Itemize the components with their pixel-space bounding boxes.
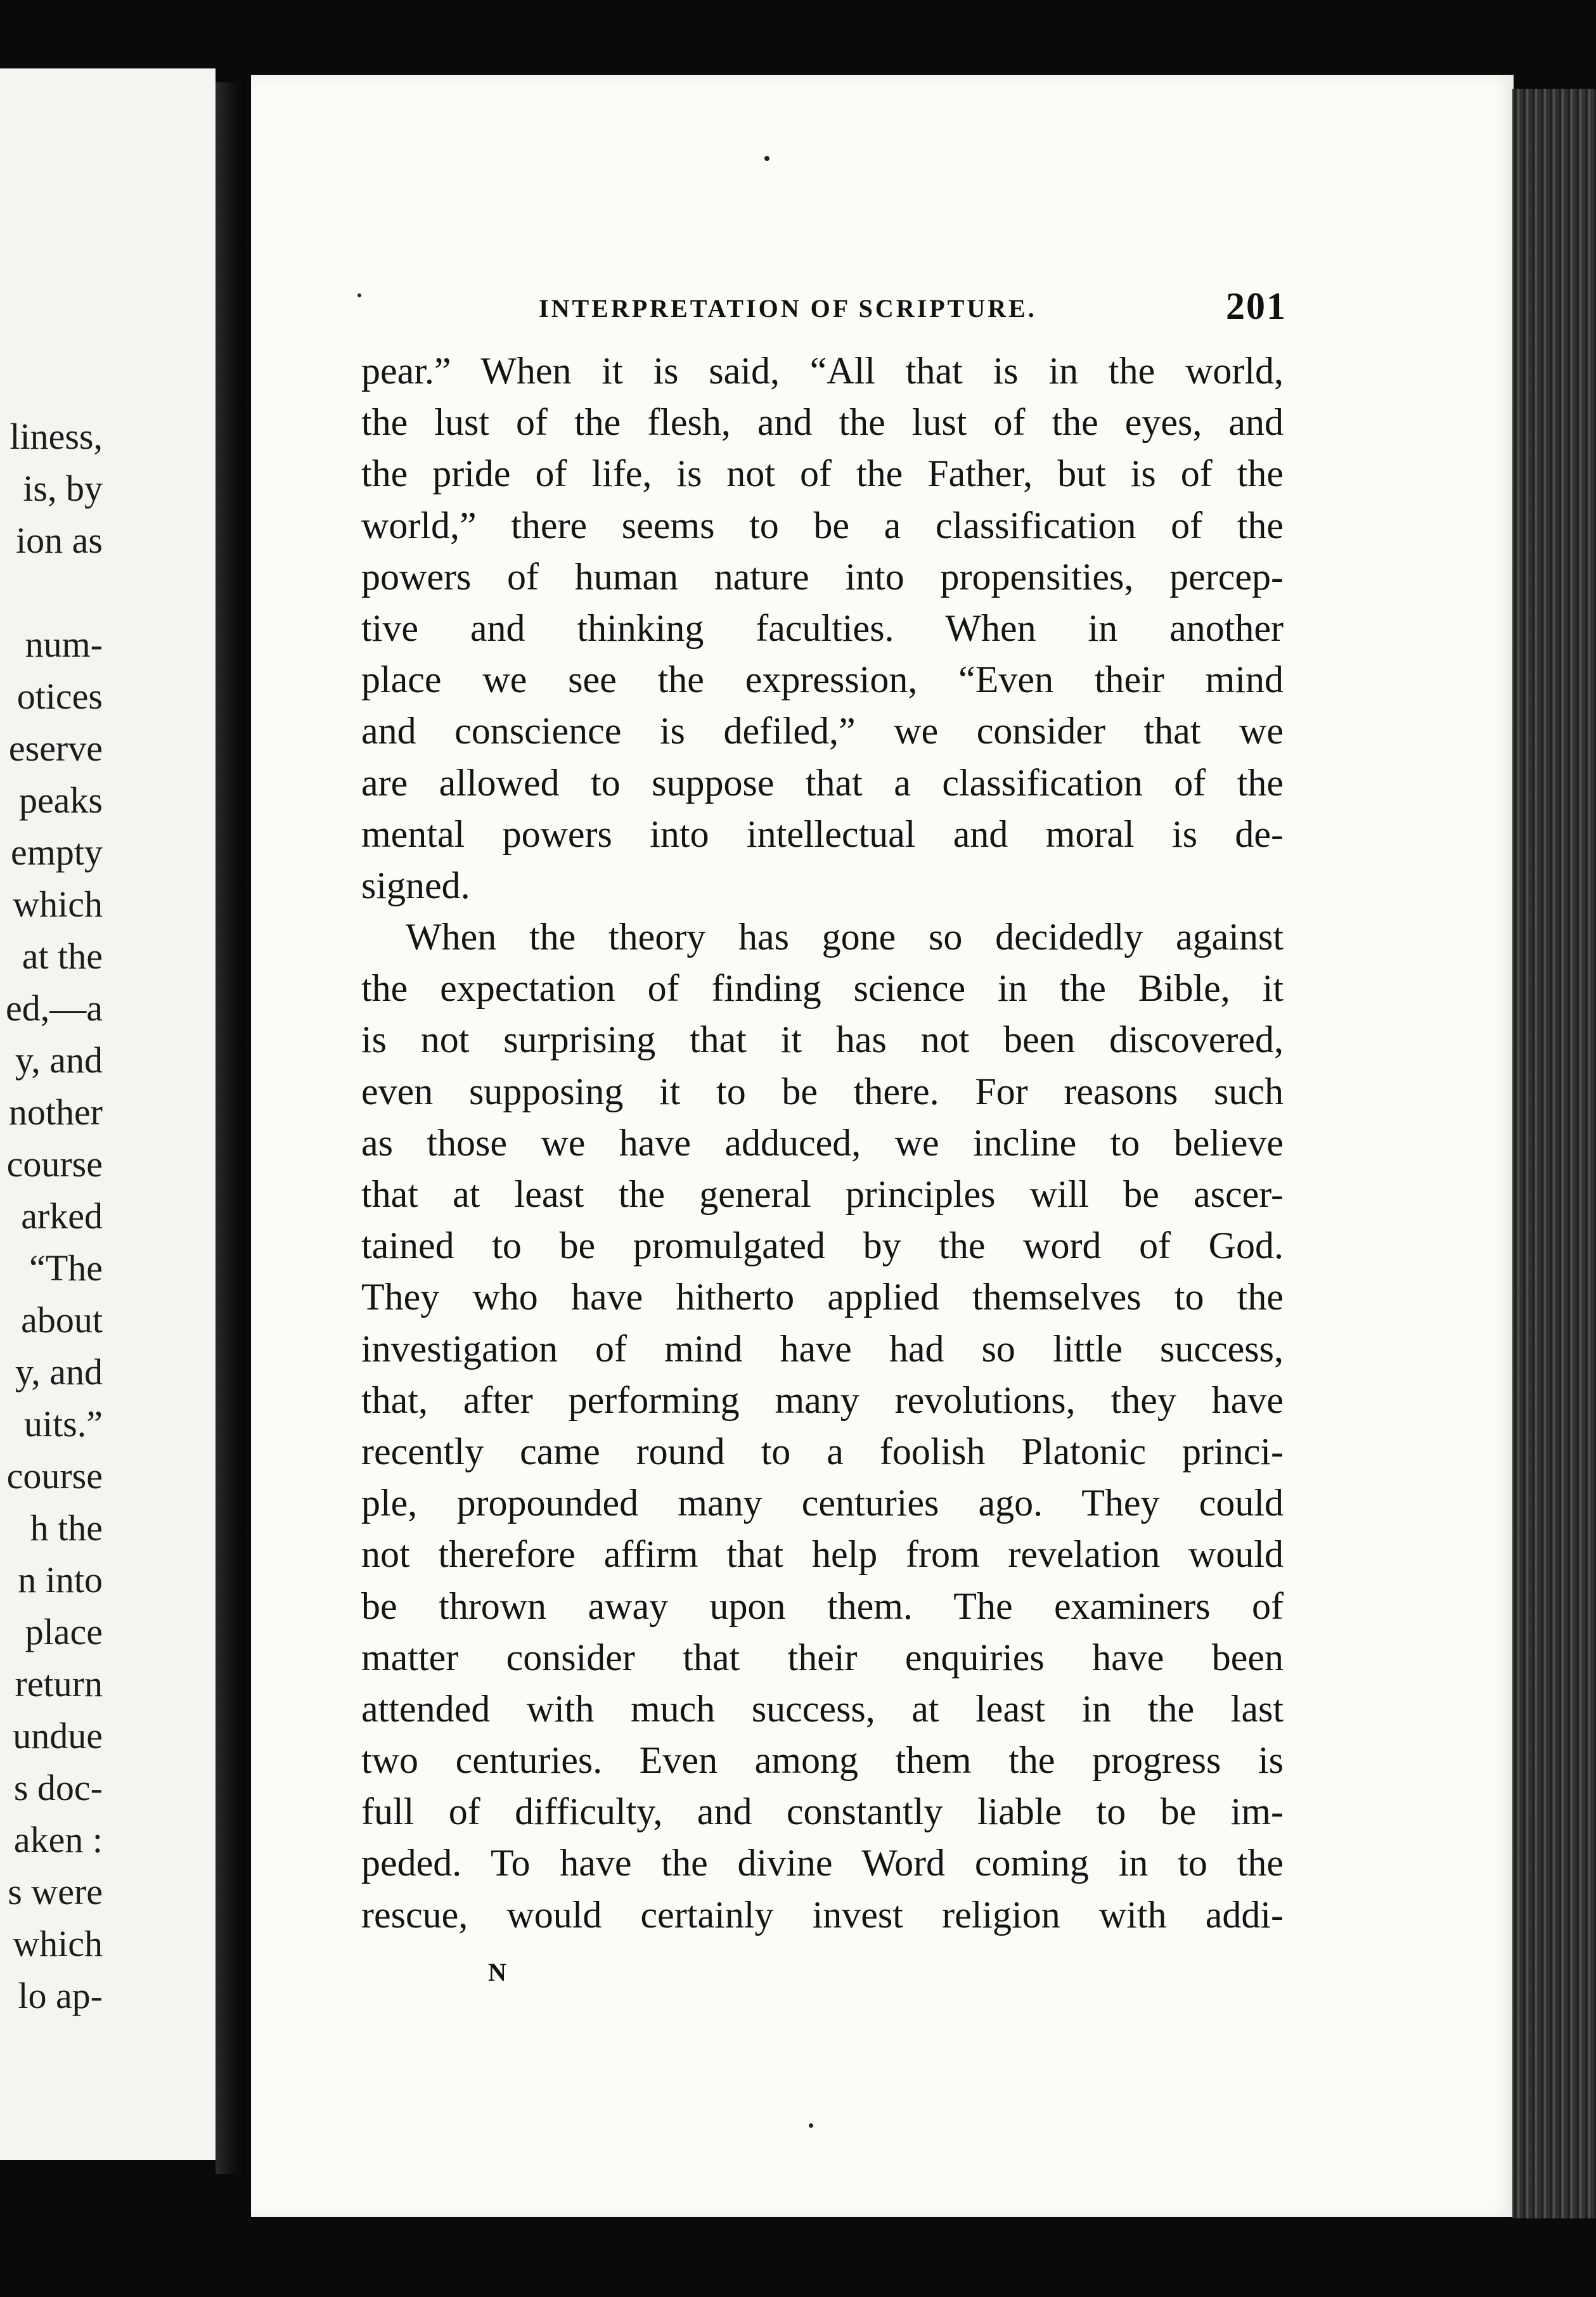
text-line: investigation of mind have had so little success,: [361, 1327, 1284, 1370]
left-page-line: y, and: [15, 1039, 103, 1081]
text-line: not therefore affirm that help from revelation would: [361, 1533, 1284, 1576]
text-line: that at least the general principles will be ascer-: [361, 1173, 1284, 1215]
left-page-line: n into: [18, 1559, 103, 1600]
left-page-line: liness,: [10, 416, 103, 457]
left-page-line: y, and: [15, 1351, 103, 1393]
left-page-line: otices: [16, 676, 103, 717]
text-line: full of difficulty, and constantly liable to be im-: [361, 1791, 1284, 1833]
page-edges: [1512, 89, 1596, 2218]
text-line: and conscience is defiled,” we consider that we: [361, 710, 1284, 752]
left-page-line: return: [15, 1663, 103, 1704]
left-page-line: course: [6, 1143, 103, 1185]
text-line: be thrown away upon them. The examiners of: [361, 1585, 1284, 1627]
left-page-line: about: [21, 1299, 103, 1341]
text-line: ple, propounded many centuries ago. They could: [361, 1482, 1284, 1524]
text-line: world,” there seems to be a classification of the: [361, 504, 1284, 546]
left-page-line: is, by: [23, 468, 103, 509]
left-page-line: at the: [22, 936, 103, 977]
paper-speck: [809, 2123, 813, 2128]
text-line: that, after performing many revolutions, they have: [361, 1379, 1284, 1421]
page-number: 201: [1226, 285, 1287, 327]
left-page-line: eserve: [8, 728, 103, 769]
left-page-line: lo ap-: [18, 1975, 103, 2016]
left-page-line: arked: [21, 1195, 103, 1237]
left-page-line: “The: [29, 1247, 103, 1289]
signature-mark: N: [488, 1958, 506, 1986]
text-line: two centuries. Even among them the progress is: [361, 1739, 1284, 1782]
left-page-line: nother: [8, 1091, 103, 1133]
left-page-line: course: [6, 1455, 103, 1496]
text-line: tained to be promulgated by the word of God.: [361, 1225, 1284, 1267]
text-line: the pride of life, is not of the Father, but is of the: [361, 453, 1284, 495]
text-line: is not surprising that it has not been discovered,: [361, 1019, 1284, 1061]
left-page-line: ion as: [16, 520, 103, 561]
text-line: They who have hitherto applied themselves to the: [361, 1276, 1284, 1318]
text-line: even supposing it to be there. For reasons such: [361, 1070, 1284, 1112]
left-page-line: s were: [8, 1871, 103, 1912]
text-line: tive and thinking faculties. When in another: [361, 607, 1284, 649]
text-line: When the theory has gone so decidedly against: [406, 916, 1284, 958]
left-page-line: aken :: [13, 1819, 103, 1860]
text-line: the lust of the flesh, and the lust of the eyes, and: [361, 401, 1284, 444]
left-page-line: which: [13, 884, 103, 925]
running-head-title: INTERPRETATION OF SCRIPTURE.: [539, 294, 1037, 323]
text-line: the expectation of finding science in the Bible, it: [361, 967, 1284, 1010]
text-line: as those we have adduced, we incline to believe: [361, 1121, 1284, 1164]
text-line: signed.: [361, 864, 470, 906]
text-line: rescue, would certainly invest religion with addi-: [361, 1893, 1284, 1936]
text-line: place we see the expression, “Even their mind: [361, 659, 1284, 701]
left-page-line: place: [25, 1611, 103, 1652]
text-line: mental powers into intellectual and moral is de-: [361, 813, 1284, 855]
left-page-line: undue: [13, 1715, 103, 1756]
left-page-line: peaks: [18, 780, 103, 821]
text-line: recently came round to a foolish Platonic princi-: [361, 1430, 1284, 1472]
book-gutter-shadow: [216, 82, 245, 2174]
text-line: matter consider that their enquiries have been: [361, 1636, 1284, 1678]
left-page-text: [6, 411, 103, 2022]
text-line: powers of human nature into propensities, percep-: [361, 555, 1284, 598]
left-page-line: uits.”: [23, 1403, 103, 1444]
paper-speck: [357, 293, 361, 297]
left-page-line: empty: [11, 832, 103, 873]
left-page-line: s doc-: [13, 1767, 103, 1808]
left-page-line: ed,—a: [6, 988, 103, 1029]
left-page-line: h the: [30, 1507, 103, 1548]
text-line: peded. To have the divine Word coming in to the: [361, 1842, 1284, 1884]
paper-speck: [764, 156, 769, 161]
text-line: are allowed to suppose that a classification of the: [361, 761, 1284, 804]
left-facing-page: [0, 68, 216, 2160]
left-page-line: [6, 567, 103, 619]
text-line: attended with much success, at least in the last: [361, 1687, 1284, 1730]
running-head: [539, 285, 1287, 333]
left-page-line: which: [13, 1923, 103, 1964]
text-line: pear.” When it is said, “All that is in the world,: [361, 350, 1284, 392]
left-page-line: num-: [25, 624, 103, 665]
body-text: [361, 345, 1284, 1941]
